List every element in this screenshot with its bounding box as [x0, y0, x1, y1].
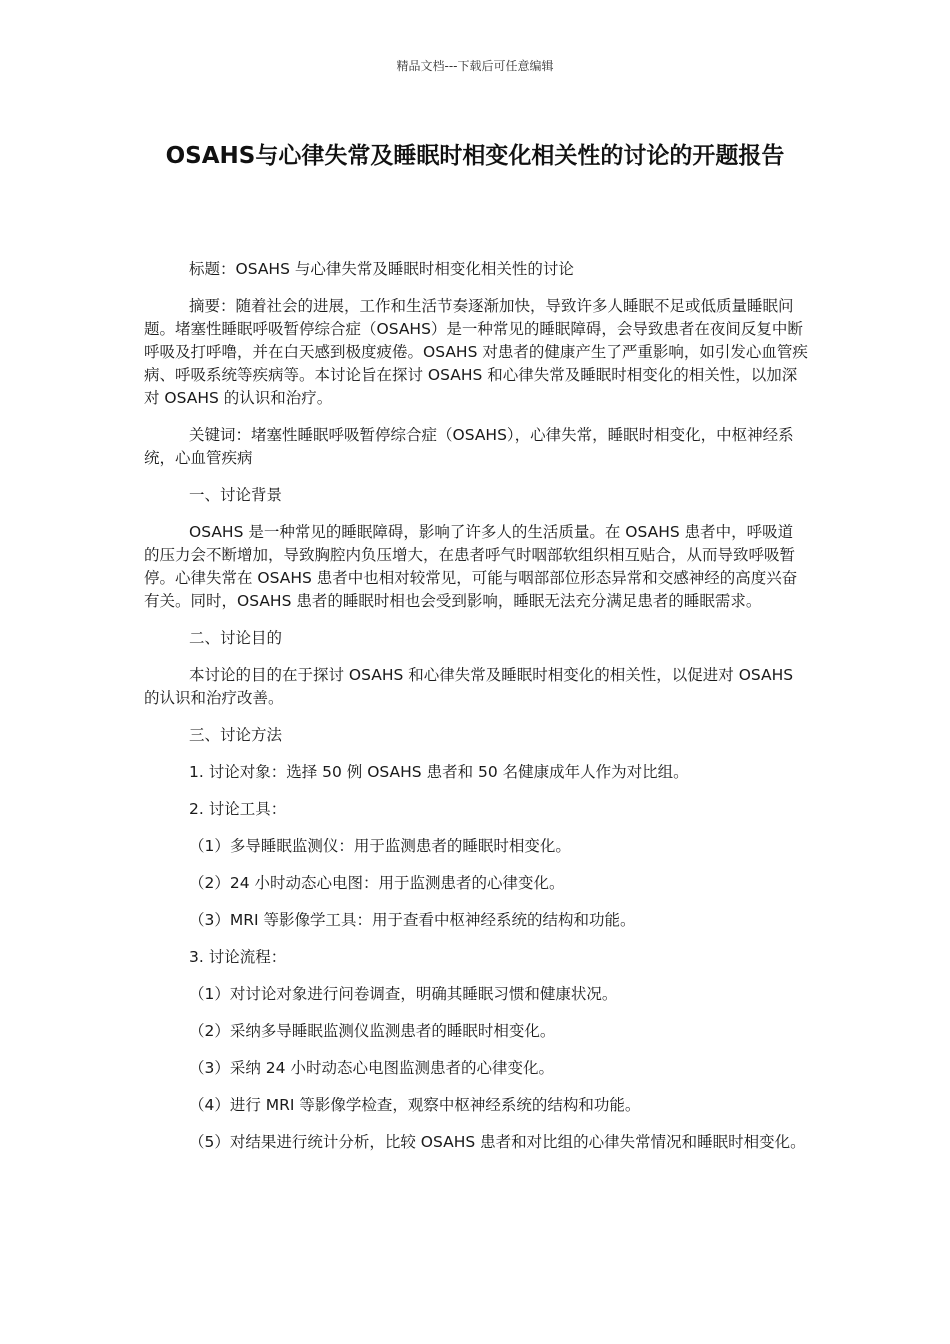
keywords-paragraph: 关键词：堵塞性睡眠呼吸暂停综合症（OSAHS），心律失常，睡眠时相变化，中枢神经系统，心血管疾病 [144, 426, 794, 467]
section-heading-purpose: 二、讨论目的 [189, 629, 283, 647]
title-line: 标题：OSAHS 与心律失常及睡眠时相变化相关性的讨论 [189, 260, 574, 278]
document-body [144, 258, 808, 1168]
header-note: 精品文档---下载后可任意编辑 [396, 59, 554, 73]
method-subjects: 1. 讨论对象：选择 50 例 OSAHS 患者和 50 名健康成年人作为对比组。 [189, 763, 689, 781]
method-tools-heading: 2. 讨论工具： [189, 800, 287, 818]
method-procedure-heading: 3. 讨论流程： [189, 948, 287, 966]
section-heading-background: 一、讨论背景 [189, 486, 283, 504]
procedure-item: （2）采纳多导睡眠监测仪监测患者的睡眠时相变化。 [189, 1022, 556, 1040]
procedure-item: （3）采纳 24 小时动态心电图监测患者的心律变化。 [189, 1059, 554, 1077]
abstract-paragraph: 摘要：随着社会的进展，工作和生活节奏逐渐加快，导致许多人睡眠不足或低质量睡眠问题。堵塞性睡眠呼吸暂停综合症（OSAHS）是一种常见的睡眠障碍，会导致患者在夜间反复中断呼吸及打呼噜，并在白天感到极度疲倦。OSAHS 对患者的健康产生了严重影响，如引发心血管疾病、呼吸系统等疾病等。本讨论旨在探讨 OSAHS 和心律失常及睡眠时相变化的相关性，以加深对 OSAHS 的认识和治疗。 [144, 297, 808, 407]
procedure-item-5: （5）对结果进行统计分析，比较 OSAHS 患者和对比组的心律失常情况和睡眠时相变化。 [189, 1133, 806, 1151]
procedure-item: （4）进行 MRI 等影像学检查，观察中枢神经系统的结构和功能。 [189, 1096, 641, 1114]
procedure-item: （1）对讨论对象进行问卷调查，明确其睡眠习惯和健康状况。 [189, 985, 618, 1003]
tool-item: （1）多导睡眠监测仪：用于监测患者的睡眠时相变化。 [189, 837, 571, 855]
purpose-paragraph: 本讨论的目的在于探讨 OSAHS 和心律失常及睡眠时相变化的相关性，以促进对 OSAHS 的认识和治疗改善。 [144, 666, 794, 707]
tool-item: （3）MRI 等影像学工具：用于查看中枢神经系统的结构和功能。 [189, 911, 636, 929]
tool-item: （2）24 小时动态心电图：用于监测患者的心律变化。 [189, 874, 565, 892]
section-heading-method: 三、讨论方法 [189, 726, 283, 744]
background-paragraph: OSAHS 是一种常见的睡眠障碍，影响了许多人的生活质量。在 OSAHS 患者中，呼吸道的压力会不断增加，导致胸腔内负压增大，在患者呼气时咽部软组织相互贴合，从而导致呼吸暂停。心律失常在 OSAHS 患者中也相对较常见，可能与咽部部位形态异常和交感神经的高度兴奋有关。同时，OSAHS 患者的睡眠时相也会受到影响，睡眠无法充分满足患者的睡眠需求。 [144, 523, 798, 610]
document-title: OSAHS与心律失常及睡眠时相变化相关性的讨论的开题报告 [165, 143, 785, 169]
